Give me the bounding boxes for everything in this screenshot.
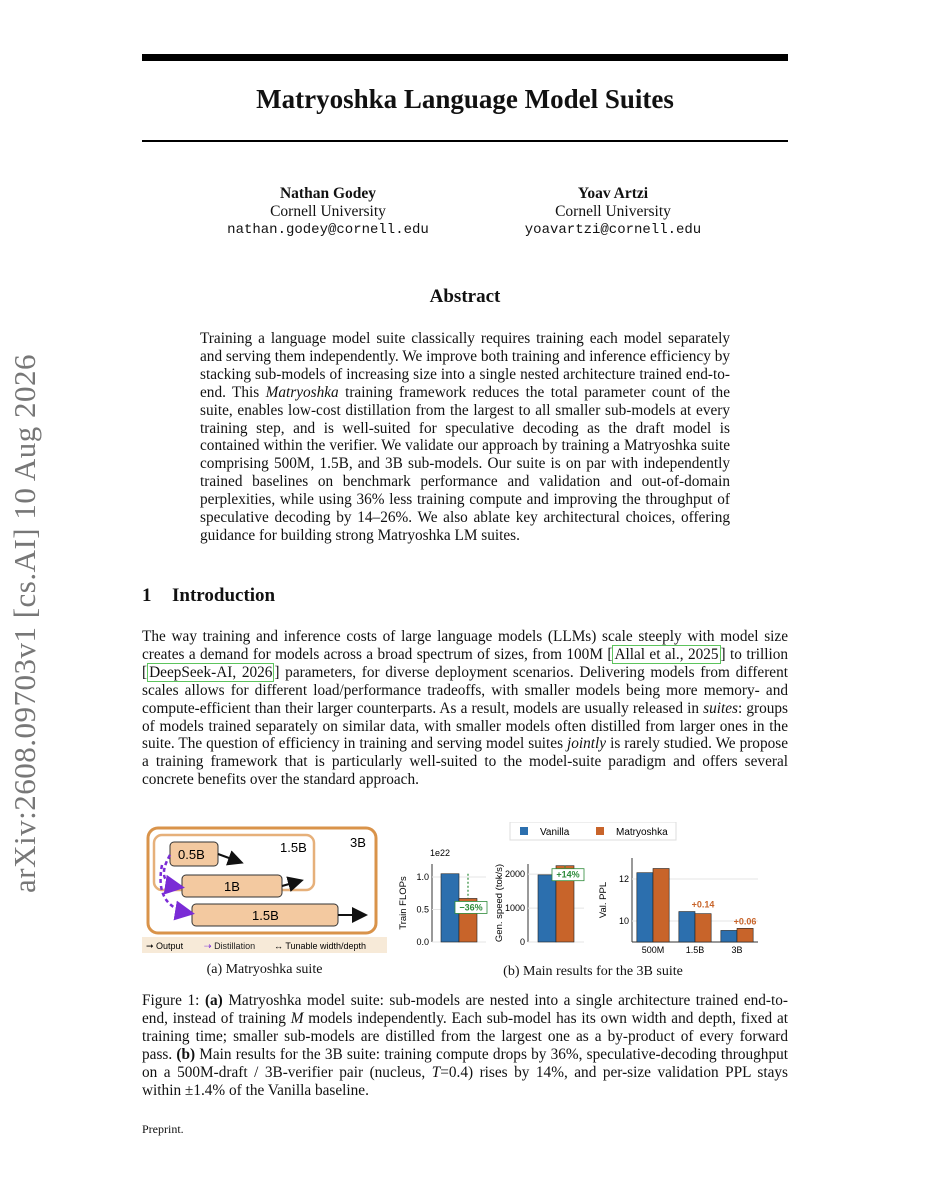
- y-tick-label: 0.0: [416, 937, 429, 947]
- arxiv-sidebar-id: arXiv:2608.09703v1 [cs.AI] 10 Aug 2026: [7, 353, 42, 893]
- x-tick-label: 1.5B: [685, 945, 705, 955]
- intro-text: to trillion: [725, 645, 788, 663]
- axis-multiplier: 1e22: [430, 848, 451, 858]
- results-charts: [398, 822, 788, 958]
- ppl-delta-annotation: +0.06: [733, 916, 757, 927]
- caption-text: =0.4) rises by 14%, and per-size validation PPL stays within ±1.4% of the Vanilla baseline.: [142, 1063, 788, 1099]
- caption-text: Matryoshka model suite: sub-models are nested into a single architecture trained end-to-end, instead of training: [142, 992, 788, 1027]
- intro-text: : groups of models trained separately on similar data, with smaller models often distilled from larger ones in the suite. The question of efficiency in training and serving model suites: [142, 699, 788, 753]
- intro-text: The way training and inference costs of large language models (LLMs) scale steeply with model size creates a demand for models across a broad spectrum of sizes, from 100M: [142, 628, 788, 663]
- y-axis-label: Train FLOPs: [398, 876, 409, 930]
- legend-output: ➞ Output: [146, 941, 184, 951]
- intro-text: parameters, for diverse deployment scenarios. Delivering models from different scales allows for different load/performance tradeoffs, with smaller models being more memory- and compute-efficient than their larger counterparts. As a result, models are usually released in: [142, 663, 788, 717]
- caption-a-marker: (a): [204, 992, 223, 1009]
- delta-annotation: +14%: [556, 869, 580, 880]
- label-0-5b: 0.5B: [178, 847, 205, 862]
- bar-matryoshka: [695, 914, 711, 942]
- author-affiliation: Cornell University: [555, 203, 671, 220]
- abstract-part: Training a language model suite classically requires training each model separately and serving them independently. We improve both training and inference efficiency by stacking sub-models of increasing size into a single nested architecture trained end-to-end. This: [200, 330, 730, 401]
- author-block-1: [178, 185, 478, 239]
- y-tick-label: 1000: [504, 903, 525, 914]
- author-affiliation: Cornell University: [270, 203, 386, 220]
- abstract-heading: Abstract: [429, 286, 501, 307]
- abstract-emphasis: Matryoshka: [265, 383, 339, 401]
- citation-link[interactable]: Allal et al., 2025: [614, 645, 719, 663]
- legend-distillation: ⇢ Distillation: [204, 941, 256, 951]
- legend-matryoshka: Matryoshka: [616, 827, 668, 838]
- section-number: 1: [142, 585, 152, 606]
- x-tick-label: 3B: [731, 945, 743, 955]
- author-email[interactable]: nathan.godey@cornell.edu: [227, 222, 429, 238]
- intro-emphasis: jointly: [567, 735, 607, 753]
- bar-vanilla: [538, 875, 556, 942]
- bar-matryoshka: [737, 928, 753, 942]
- legend-vanilla: Vanilla: [540, 827, 570, 838]
- author-name: Nathan Godey: [279, 185, 377, 202]
- label-1-5b: 1.5B: [280, 840, 307, 855]
- ppl-delta-annotation: +0.14: [691, 899, 715, 910]
- bar-vanilla: [637, 873, 653, 942]
- intro-paragraph: The way training and inference costs of large language models (LLMs) scale steeply with model size creates a demand for models across a broad spectrum of sizes, from 100M [ Allal et al., 2025 ] to trillion [ DeepSeek-AI, 2026 ] parameters, for diverse deployment scenarios. Delivering models from different scales allows for different load/performance tradeoffs, with smaller models being more memory- and compute-efficient than their larger counterparts. As a result, models are usually released in suites: groups of models trained separately on similar data, with smaller models often distilled from larger ones in the suite. The question of efficiency in training and serving model suites jointly is rarely studied. We propose a training framework that is particularly well-suited to the model-suite paradigm and offers several concrete benefits over the standard approach.: [142, 628, 788, 789]
- caption-math: M: [290, 1009, 304, 1027]
- y-tick-label: 2000: [504, 869, 525, 880]
- y-tick-label: 0.5: [416, 904, 429, 915]
- bar-matryoshka: [653, 869, 669, 943]
- y-tick-label: 10: [618, 916, 629, 926]
- caption-label: Figure 1:: [142, 992, 205, 1009]
- matryoshka-diagram: [142, 825, 387, 955]
- abstract-text: [200, 330, 730, 545]
- legend-swatch-matryoshka: [596, 827, 604, 835]
- paper-title: Matryoshka Language Model Suites: [256, 84, 674, 114]
- y-tick-label: 12: [618, 874, 629, 884]
- caption-text: Main results for the 3B suite: training compute drops by 36%, speculative-decoding throughput on a 500M-draft / 3B-verifier pair (nucleus,: [142, 1045, 788, 1081]
- label-1b: 1B: [224, 879, 240, 894]
- author-email[interactable]: yoavartzi@cornell.edu: [524, 222, 702, 238]
- caption-b-marker: (b): [176, 1045, 196, 1063]
- abstract-part: training framework reduces the total parameter count of the suite, enables low-cost distillation from the largest to all smaller sub-models at every training step, and is well-suited for speculative decoding as the draft model is contained within the verifier. We validate our approach by training a Matryoshka suite comprising 500M, 1.5B, and 3B sub-models. Our suite is on par with independently trained baselines on benchmark performance and validation and out-of-domain perplexities, while using 36% less training compute and improving the throughput of speculative decoding by 14–26%. We also ablate key architectural choices, offering guidance for building strong Matryoshka LM suites.: [200, 383, 730, 544]
- legend-swatch-vanilla: [520, 827, 528, 835]
- bar-vanilla: [679, 912, 695, 942]
- bar-vanilla: [721, 930, 737, 942]
- subcaption-a: (a) Matryoshka suite: [206, 962, 323, 977]
- intro-text: is rarely studied. We propose a training framework that is particularly well-suited to the model-suite paradigm and offers several concrete benefits over the standard approach.: [142, 735, 788, 789]
- figure-caption: [142, 992, 788, 1099]
- author-block-2: [463, 185, 763, 239]
- caption-text: models independently. Each sub-model has its own width and depth, fixed at training time; smaller sub-models are distilled from the largest one as a by-product of every forward pass.: [142, 1009, 788, 1063]
- x-tick-label: 500M: [641, 945, 665, 955]
- intro-emphasis: suites: [703, 699, 738, 717]
- citation-link[interactable]: DeepSeek-AI, 2026: [149, 663, 273, 681]
- title-bottom-rule: [142, 140, 788, 142]
- y-axis-label: Gen. speed (tok/s): [494, 863, 505, 943]
- delta-annotation: −36%: [459, 902, 483, 913]
- label-1-5b-box: 1.5B: [252, 908, 279, 923]
- label-3b: 3B: [350, 835, 366, 850]
- title-top-rule: [142, 54, 788, 61]
- y-axis-label: Val. PPL: [598, 881, 609, 919]
- y-tick-label: 0: [519, 937, 525, 947]
- author-name: Yoav Artzi: [577, 185, 649, 202]
- footer-preprint: Preprint.: [142, 1122, 184, 1136]
- caption-math: T: [431, 1063, 441, 1081]
- y-tick-label: 1.0: [416, 872, 429, 882]
- section-heading: [142, 585, 275, 607]
- legend-tunable: ↔ Tunable width/depth: [274, 941, 367, 951]
- subcaption-b: (b) Main results for the 3B suite: [503, 964, 683, 979]
- section-title: Introduction: [172, 585, 276, 606]
- chart-legend: [510, 822, 676, 840]
